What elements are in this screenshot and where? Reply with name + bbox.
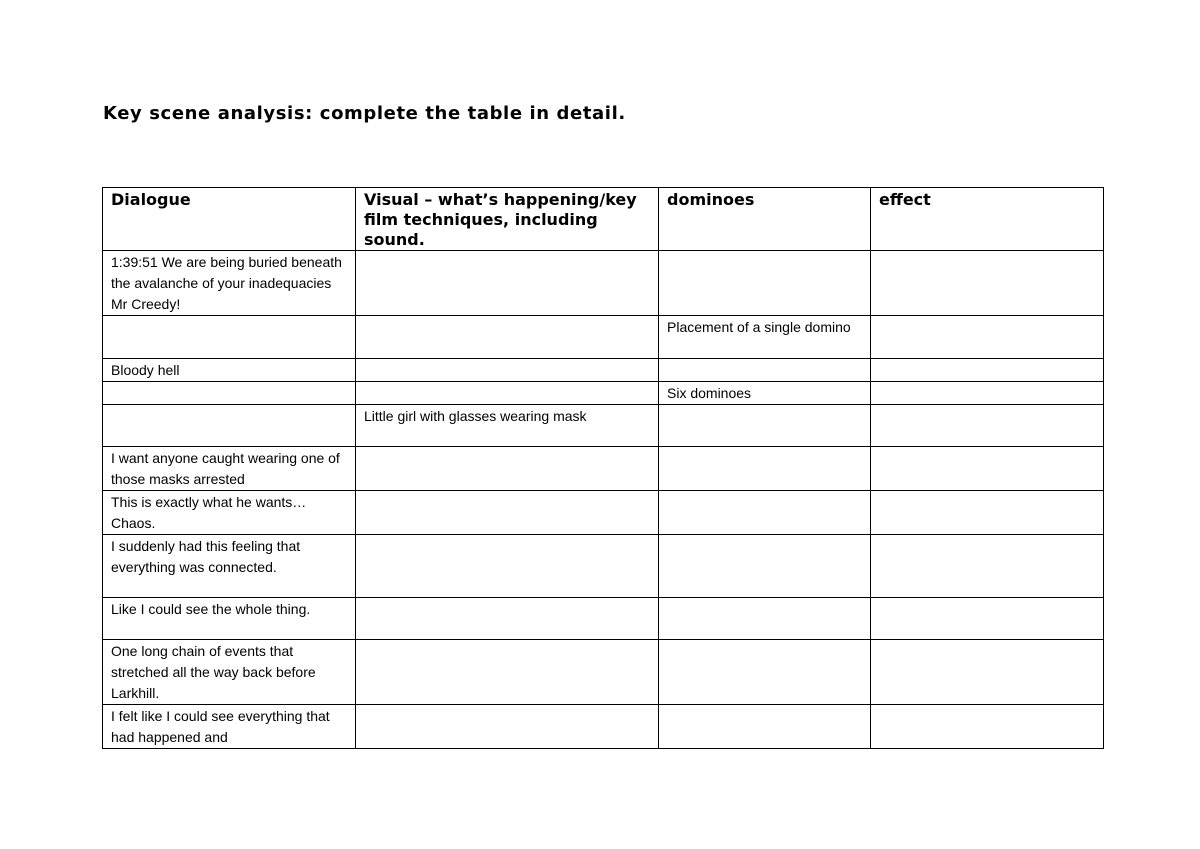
dialogue-cell[interactable] [103,447,356,491]
dominoes-cell[interactable] [659,598,871,640]
effect-cell[interactable] [871,491,1104,535]
effect-cell[interactable] [871,598,1104,640]
cell-text: Bloody hell [111,362,180,378]
table-row [103,382,1104,405]
cell-text: Little girl with glasses wearing mask [364,408,587,424]
dominoes-cell[interactable] [659,382,871,405]
dominoes-cell[interactable] [659,705,871,749]
dialogue-cell[interactable] [103,598,356,640]
scene-analysis-table [102,187,1104,749]
effect-cell[interactable] [871,382,1104,405]
table-row [103,535,1104,598]
cell-text: I want anyone caught wearing one of those masks arrested [111,450,340,487]
dialogue-cell[interactable] [103,382,356,405]
dialogue-cell[interactable] [103,405,356,447]
effect-cell[interactable] [871,359,1104,382]
dialogue-cell[interactable] [103,359,356,382]
table-row [103,705,1104,749]
dominoes-cell[interactable] [659,640,871,705]
visual-cell[interactable] [356,491,659,535]
table-row [103,447,1104,491]
dominoes-cell[interactable] [659,447,871,491]
header-dominoes: dominoes [659,188,871,251]
dialogue-cell[interactable] [103,491,356,535]
table-header-row [103,188,1104,251]
cell-text: One long chain of events that stretched all the way back before Larkhill. [111,643,316,701]
dominoes-cell[interactable] [659,316,871,359]
dialogue-cell[interactable] [103,705,356,749]
dialogue-cell[interactable] [103,316,356,359]
cell-text: Placement of a single domino [667,319,851,335]
table-row [103,251,1104,316]
table-row [103,316,1104,359]
page-title: Key scene analysis: complete the table in detail. [103,103,626,124]
dominoes-cell[interactable] [659,405,871,447]
effect-cell[interactable] [871,705,1104,749]
cell-text: I suddenly had this feeling that everything was connected. [111,538,301,575]
effect-cell[interactable] [871,251,1104,316]
cell-text: Like I could see the whole thing. [111,601,311,617]
dominoes-cell[interactable] [659,359,871,382]
visual-cell[interactable] [356,251,659,316]
cell-text: 1:39:51 We are being buried beneath the avalanche of your inadequacies Mr Creedy! [111,254,342,312]
effect-cell[interactable] [871,640,1104,705]
visual-cell[interactable] [356,405,659,447]
effect-cell[interactable] [871,316,1104,359]
dominoes-cell[interactable] [659,251,871,316]
effect-cell[interactable] [871,535,1104,598]
dominoes-cell[interactable] [659,535,871,598]
visual-cell[interactable] [356,447,659,491]
visual-cell[interactable] [356,640,659,705]
header-visual: Visual – what’s happening/key film techniques, including sound. [356,188,659,251]
header-dialogue: Dialogue [103,188,356,251]
table-row [103,598,1104,640]
table-row [103,405,1104,447]
visual-cell[interactable] [356,359,659,382]
effect-cell[interactable] [871,447,1104,491]
header-effect: effect [871,188,1104,251]
visual-cell[interactable] [356,535,659,598]
visual-cell[interactable] [356,598,659,640]
cell-text: This is exactly what he wants… Chaos. [111,494,307,531]
cell-text: Six dominoes [667,385,752,401]
dialogue-cell[interactable] [103,251,356,316]
visual-cell[interactable] [356,316,659,359]
visual-cell[interactable] [356,382,659,405]
cell-text: I felt like I could see everything that had happened and [111,708,330,745]
dominoes-cell[interactable] [659,491,871,535]
table-row [103,640,1104,705]
dialogue-cell[interactable] [103,535,356,598]
table-row [103,359,1104,382]
visual-cell[interactable] [356,705,659,749]
dialogue-cell[interactable] [103,640,356,705]
effect-cell[interactable] [871,405,1104,447]
table-row [103,491,1104,535]
